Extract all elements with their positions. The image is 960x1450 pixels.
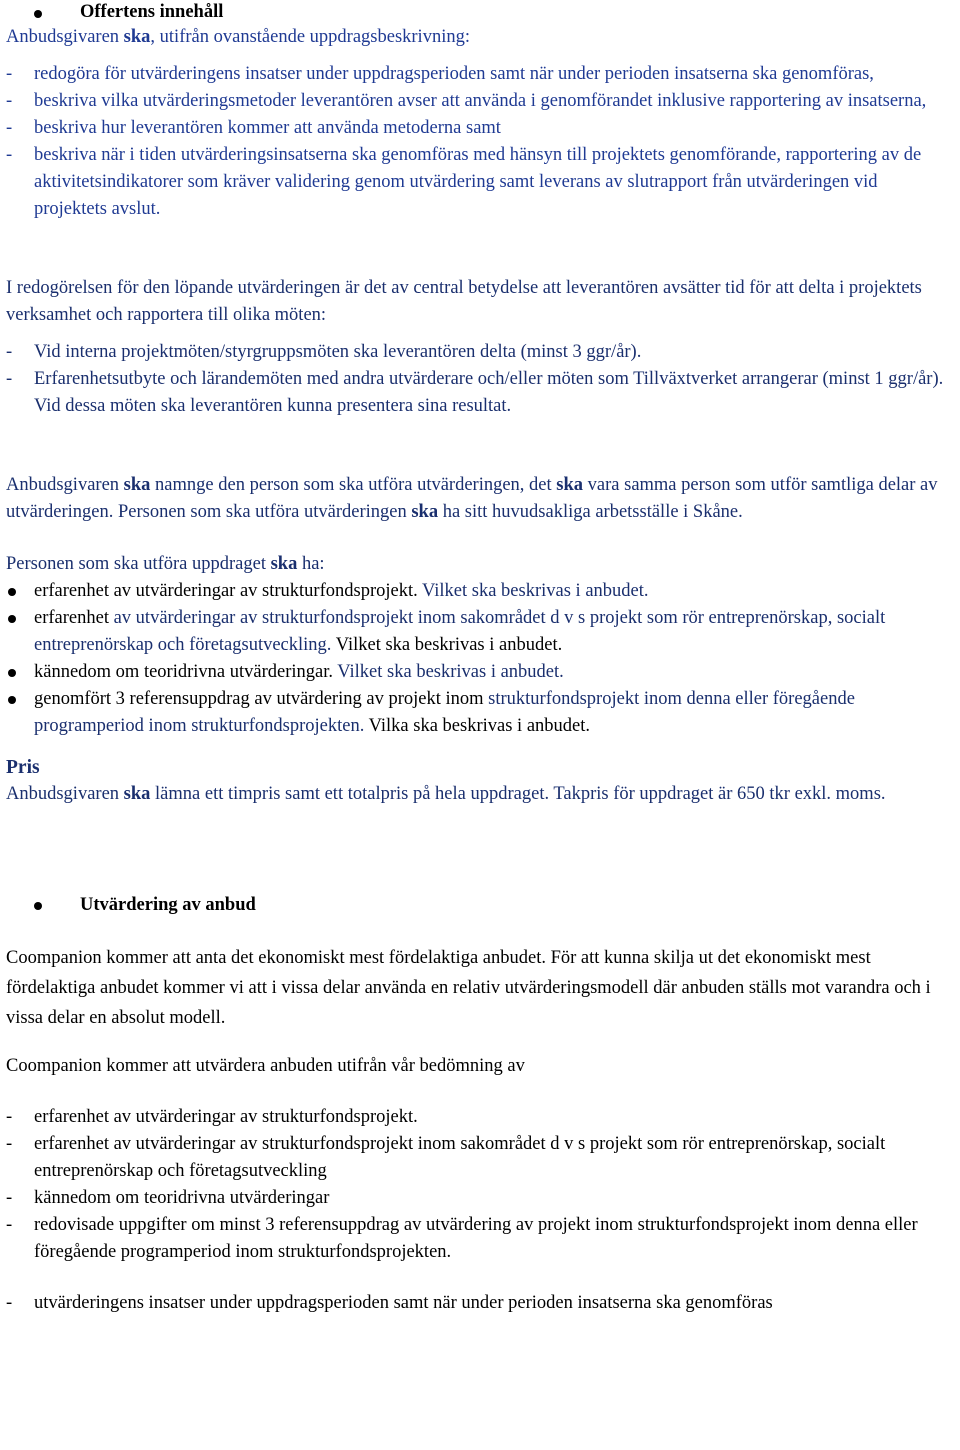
heading-offertens-innehall: Offertens innehåll <box>6 0 954 24</box>
list-item: - beskriva vilka utvärderingsmetoder leverantören avser att använda i genomförandet inklusive rapportering av insatserna, <box>6 88 954 115</box>
list-item: - erfarenhet av utvärderingar av strukturfondsprojekt inom sakområdet d v s projekt som rör entreprenörskap, socialt entreprenörskap och företagsutveckling <box>6 1131 954 1185</box>
pris-heading: Pris <box>6 757 40 778</box>
person-list <box>6 578 954 740</box>
list-item: - beskriva hur leverantören kommer att använda metoderna samt <box>6 115 954 142</box>
list-item: erfarenhet av utvärderingar av strukturfondsprojekt inom sakområdet d v s projekt som rör entreprenörskap, socialt entreprenörskap och företagsutveckling. Vilket ska beskrivas i anbudet. <box>6 605 954 659</box>
list-item: - redogöra för utvärderingens insatser under uppdragsperioden samt när under perioden insatserna ska genomföras, <box>6 61 954 88</box>
lopande-list <box>6 339 954 420</box>
list-item: - Erfarenhetsutbyte och lärandemöten med andra utvärderare och/eller möten som Tillväxtverket arrangerar (minst 1 ggr/år). Vid dessa möten ska leverantören kunna presentera sina resultat. <box>6 366 954 420</box>
utv-paragraph-2: Coompanion kommer att utvärdera anbuden utifrån vår bedömning av <box>6 1056 525 1076</box>
person-intro: Personen som ska utföra uppdraget ska ha: <box>6 554 325 574</box>
last-list <box>6 1290 954 1317</box>
offert-list <box>6 61 954 223</box>
list-item: kännedom om teoridrivna utvärderingar. Vilket ska beskrivas i anbudet. <box>6 659 954 686</box>
list-item: - utvärderingens insatser under uppdragsperioden samt när under perioden insatserna ska genomföras <box>6 1290 954 1317</box>
list-item: - redovisade uppgifter om minst 3 referensuppdrag av utvärdering av projekt inom strukturfondsprojekt inom denna eller föregående programperiod inom strukturfondsprojekten. <box>6 1212 954 1266</box>
pris-paragraph: Anbudsgivaren ska lämna ett timpris samt ett totalpris på hela uppdraget. Takpris för uppdraget är 650 tkr exkl. moms. <box>6 784 886 804</box>
lopande-paragraph: I redogörelsen för den löpande utvärderingen är det av central betydelse att leverantören avsätter tid för att delta i projektets verksamhet och rapportera till olika möten: <box>6 278 922 325</box>
utv-paragraph: Coompanion kommer att anta det ekonomiskt mest fördelaktiga anbudet. För att kunna skilja ut det ekonomiskt mest fördelaktiga anbudet kommer vi att i vissa delar använda en relativ utvärderingsmodell där anbuden ställs mot varandra och i vissa delar en absolut modell. <box>6 948 931 1028</box>
offert-intro: Anbudsgivaren ska, utifrån ovanstående uppdragsbeskrivning: <box>6 27 470 47</box>
list-item: - Vid interna projektmöten/styrgruppsmöten ska leverantören delta (minst 3 ggr/år). <box>6 339 954 366</box>
list-item: - erfarenhet av utvärderingar av strukturfondsprojekt. <box>6 1104 954 1131</box>
list-item: - kännedom om teoridrivna utvärderingar <box>6 1185 954 1212</box>
list-item: erfarenhet av utvärderingar av strukturfondsprojekt. Vilket ska beskrivas i anbudet. <box>6 578 954 605</box>
list-item: genomfört 3 referensuppdrag av utvärdering av projekt inom strukturfondsprojekt inom denna eller föregående programperiod inom strukturfondsprojekten. Vilka ska beskrivas i anbudet. <box>6 686 954 740</box>
namnge-paragraph: Anbudsgivaren ska namnge den person som ska utföra utvärderingen, det ska vara samma person som utför samtliga delar av utvärderingen. Personen som ska utföra utvärderingen ska ha sitt huvudsakliga arbetsställe i Skåne. <box>6 475 938 522</box>
heading-utvardering-av-anbud: Utvärdering av anbud <box>6 892 954 919</box>
list-item: - beskriva när i tiden utvärderingsinsatserna ska genomföras med hänsyn till projektets genomförande, rapportering av de aktivitetsindikatorer som kräver validering genom utvärdering samt leverans av slutrapport från utvärderingen vid projektets avslut. <box>6 142 954 223</box>
utv-list <box>6 1104 954 1266</box>
